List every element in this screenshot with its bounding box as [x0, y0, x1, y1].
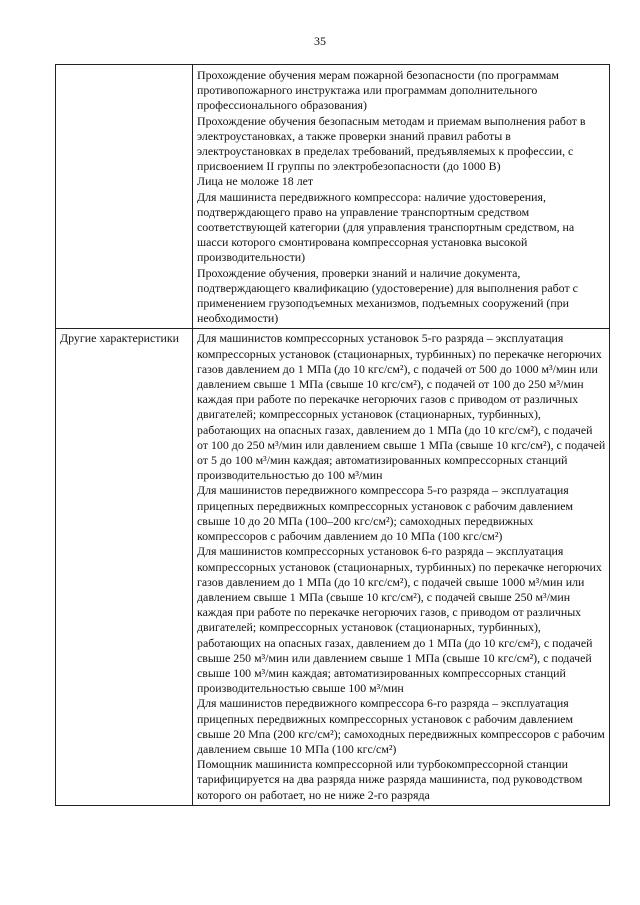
row-label: Другие характеристики	[60, 331, 180, 346]
characteristic-paragraph: Для машинистов передвижного компрессора 5-го разряда – эксплуатация прицепных передвижных компрессорных установок с рабочим давлением свыше 10 до 20 МПа (100–200 кгс/см²); самоходных передвижных компрессоров с рабочим давлением до 10 МПа (100 кгс/см²)	[197, 483, 574, 544]
requirement-paragraph: Лица не моложе 18 лет	[197, 174, 314, 189]
row-label-cell	[56, 65, 193, 329]
table-row	[56, 65, 610, 329]
characteristic-paragraph: Для машинистов компрессорных установок 5-го разряда – эксплуатация компрессорных установок (стационарных, турбинных) по перекачке негорючих газов давлением до 1 МПа (до 10 кгс/см²), с подачей от 500 до 1000 м³/мин или давлением свыше 1 МПа (свыше 10 кгс/см²), с подачей от 100 до 250 м³/мин каждая при работе по перекачке негорючих газов с приводом от различных двигателей; компрессорных установок (стационарных, турбинных), работающих на опасных газах, давлением до 1 МПа (до 10 кгс/см²), с подачей от 100 до 250 м³/мин или давлением свыше 1 МПа (свыше 10 кгс/см²), с подачей от 5 до 100 м³/мин каждая; автоматизированных компрессорных станций производительностью до 100 м³/мин	[197, 331, 606, 483]
requirement-paragraph: Для машиниста передвижного компрессора: наличие удостоверения, подтверждающего право на управление транспортным средством соответствующей категории (для управления транспортным средством, на шасси которого смонтирована компрессорная установка высокой производительности)	[197, 189, 575, 265]
table-row	[56, 329, 610, 805]
requirement-paragraph: Прохождение обучения мерам пожарной безопасности (по программам противопожарного инструктажа или программам дополнительного профессионального образования)	[197, 68, 559, 113]
characteristic-paragraph: Помощник машиниста компрессорной или турбокомпрессорной станции тарифицируется на два разряда ниже разряда машиниста, под руководством которого он работает, но не ниже 2-го разряда	[197, 757, 583, 802]
qualification-table	[55, 64, 610, 806]
characteristic-paragraph: Для машинистов передвижного компрессора 6-го разряда – эксплуатация прицепных передвижных компрессорных установок с рабочим давлением свыше 20 Мпа (200 кгс/см²); самоходных передвижных компрессоров с рабочим давлением свыше 10 МПа (100 кгс/см²)	[197, 696, 605, 756]
characteristic-paragraph: Для машинистов компрессорных установок 6-го разряда – эксплуатация компрессорных установок (стационарных, турбинных) по перекачке негорючих газов давлением до 1 МПа (до 10 кгс/см²), с подачей свыше 1000 м³/мин или давлением свыше 1 МПа (свыше 10 кгс/см²), с подачей свыше 250 м³/мин каждая при работе по перекачке негорючих газов, с приводом от различных двигателей; компрессорных установок (стационарных, турбинных), работающих на опасных газах, давлением до 1 МПа (до 10 кгс/см²), с подачей свыше 250 м³/мин или давлением свыше 1 МПа (свыше 10 кгс/см²), с подачей свыше 100 м³/мин каждая; автоматизированных компрессорных станций производительностью свыше 100 м³/мин	[197, 544, 602, 696]
characteristics-cell	[193, 329, 610, 805]
requirement-paragraph: Прохождение обучения безопасным методам и приемам выполнения работ в электроустановках, а также проверки знаний правил работы в электроустановках в пределах требований, предъявляемых к профессии, с присвоением II группы по электробезопасности (до 1000 В)	[197, 113, 586, 174]
page-number: 35	[314, 34, 326, 48]
row-label-cell	[56, 329, 193, 805]
requirements-cell	[193, 65, 610, 329]
requirement-paragraph: Прохождение обучения, проверки знаний и наличие документа, подтверждающего квалификацию (удостоверение) для выполнения работ с применением грузоподъемных механизмов, подъемных сооружений (при необходимости)	[197, 265, 578, 326]
